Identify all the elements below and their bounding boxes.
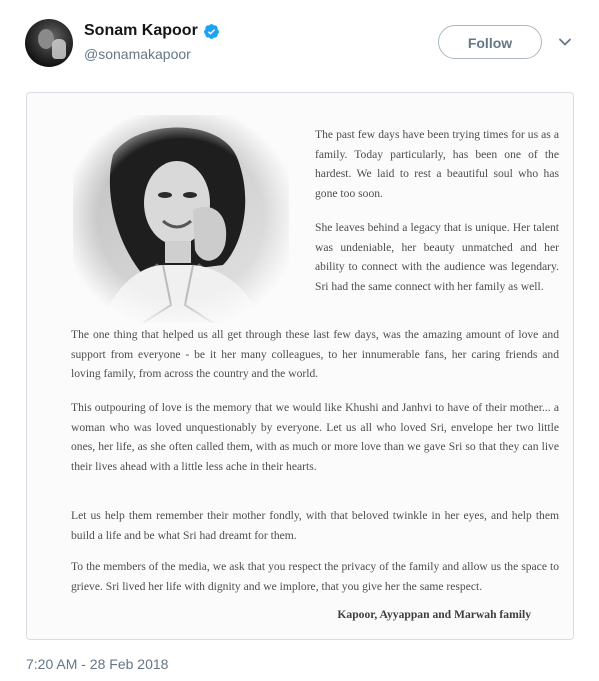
statement-paragraph: To the members of the media, we ask that you respect the privacy of the family and allow us the space to grieve. Sri lived her life with dignity and we implore, that you give her the same respect. — [71, 560, 559, 593]
tweet-timestamp[interactable]: 7:20 AM - 28 Feb 2018 — [26, 656, 169, 672]
follow-button[interactable]: Follow — [438, 25, 542, 59]
statement-paragraph: This outpouring of love is the memory that we would like Khushi and Janhvi to have of their mother... a woman who was loved unquestionably by everyone. Let us all who loved Sri, envelope her two little ones, her life, as she often called them, with as much or more love than we gave Sri so that they can live their lives ahead with a little less ache in their hearts. — [71, 401, 559, 473]
name-row — [84, 22, 220, 40]
statement-paragraph: Let us help them remember their mother fondly, with that beloved twinkle in her eyes, and help them build a life and be what Sri had dreamt for them. — [71, 509, 559, 542]
display-name[interactable]: Sonam Kapoor — [84, 22, 198, 39]
statement-paragraph: The past few days have been trying times for us as a family. Today particularly, has been one of the hardest. We laid to rest a beautiful soul who has gone too soon. — [315, 128, 559, 200]
verified-badge-icon — [203, 23, 220, 40]
statement-paragraph: She leaves behind a legacy that is unique. Her talent was undeniable, her beauty unmatched and her ability to connect with the audience was legendary. Sri had the same connect with her family as well. — [315, 221, 559, 293]
avatar-hand — [52, 39, 66, 59]
portrait-photo — [73, 115, 289, 323]
statement-paragraph: The one thing that helped us all get through these last few days, was the amazing amount of love and support from everyone - be it her many colleagues, to her innumerable fans, her caring friends and loving family, from across the country and the world. — [71, 328, 559, 380]
chevron-down-icon[interactable] — [557, 34, 573, 50]
statement-image[interactable] — [26, 92, 574, 640]
statement-signature: Kapoor, Ayyappan and Marwah family — [337, 608, 531, 621]
avatar[interactable] — [25, 19, 73, 67]
handle[interactable]: @sonamakapoor — [84, 46, 191, 62]
